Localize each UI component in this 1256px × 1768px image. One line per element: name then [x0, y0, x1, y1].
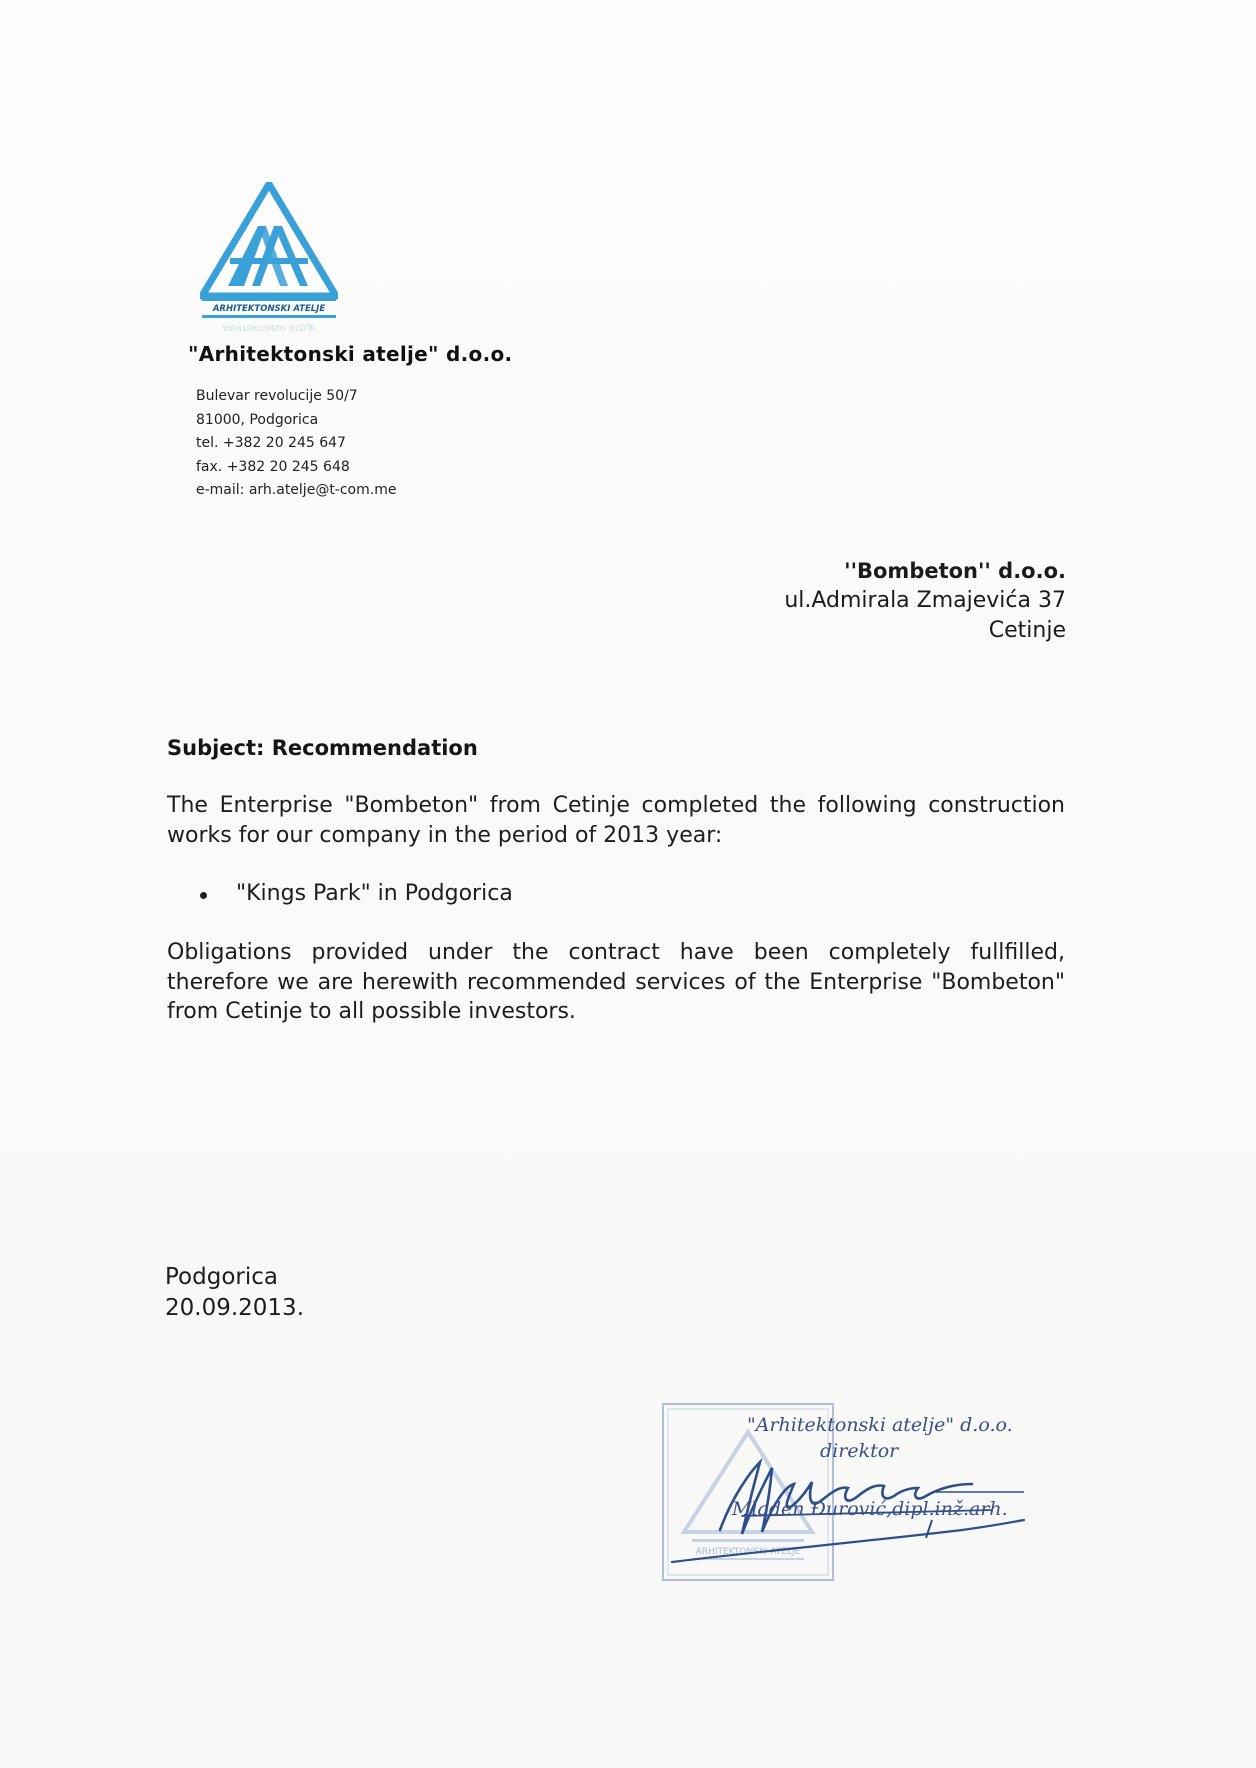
works-list: [200, 881, 513, 906]
address-street: Bulevar revolucije 50/7: [196, 388, 358, 404]
company-address: [196, 385, 396, 503]
address-phone: tel. +382 20 245 647: [196, 435, 346, 451]
stamp-person: Mladen Đurović,dipl.inž.arh.: [732, 1498, 1008, 1520]
signature-block: [662, 1402, 1082, 1602]
recipient-street: ul.Admirala Zmajevića 37: [784, 588, 1066, 613]
letter-paragraph-1: The Enterprise "Bombeton" from Cetinje completed the following construction works for our company in the period of 2013 year:: [167, 793, 1065, 848]
logo-caption-mirror: ARHITEKTONSKI ATELJE: [222, 323, 316, 332]
company-logo: [200, 182, 338, 332]
bullet-icon: [200, 892, 207, 899]
address-email: e-mail: arh.atelje@t-com.me: [196, 482, 397, 498]
list-item: [200, 881, 513, 906]
stamp-role: direktor: [820, 1440, 899, 1462]
recipient-block: [784, 556, 1066, 646]
address-city: 81000, Podgorica: [196, 411, 319, 428]
letter-paragraph-2: Obligations provided under the contract have been completely fullfilled, therefore we are herewith recommended services of the Enterprise "Bombeton" from Cetinje to all possible investors.: [167, 940, 1065, 1024]
logo-caption: ARHITEKTONSKI ATELJE: [212, 304, 326, 314]
company-name: "Arhitektonski atelje" d.o.o.: [188, 342, 513, 366]
letter-subject: Subject: Recommendation: [167, 736, 478, 760]
recipient-city: Cetinje: [988, 618, 1066, 643]
stamp-company: "Arhitektonski atelje" d.o.o.: [747, 1414, 1013, 1436]
seal-caption: ARHITEKTONSKI ATELJE: [695, 1547, 801, 1557]
address-fax: fax. +382 20 245 648: [196, 458, 350, 475]
letter-date: 20.09.2013.: [165, 1295, 304, 1321]
place-date: [165, 1262, 304, 1324]
list-item-text: "Kings Park" in Podgorica: [236, 881, 513, 906]
recipient-name: ''Bombeton'' d.o.o.: [844, 559, 1066, 583]
letter-place: Podgorica: [165, 1264, 278, 1290]
